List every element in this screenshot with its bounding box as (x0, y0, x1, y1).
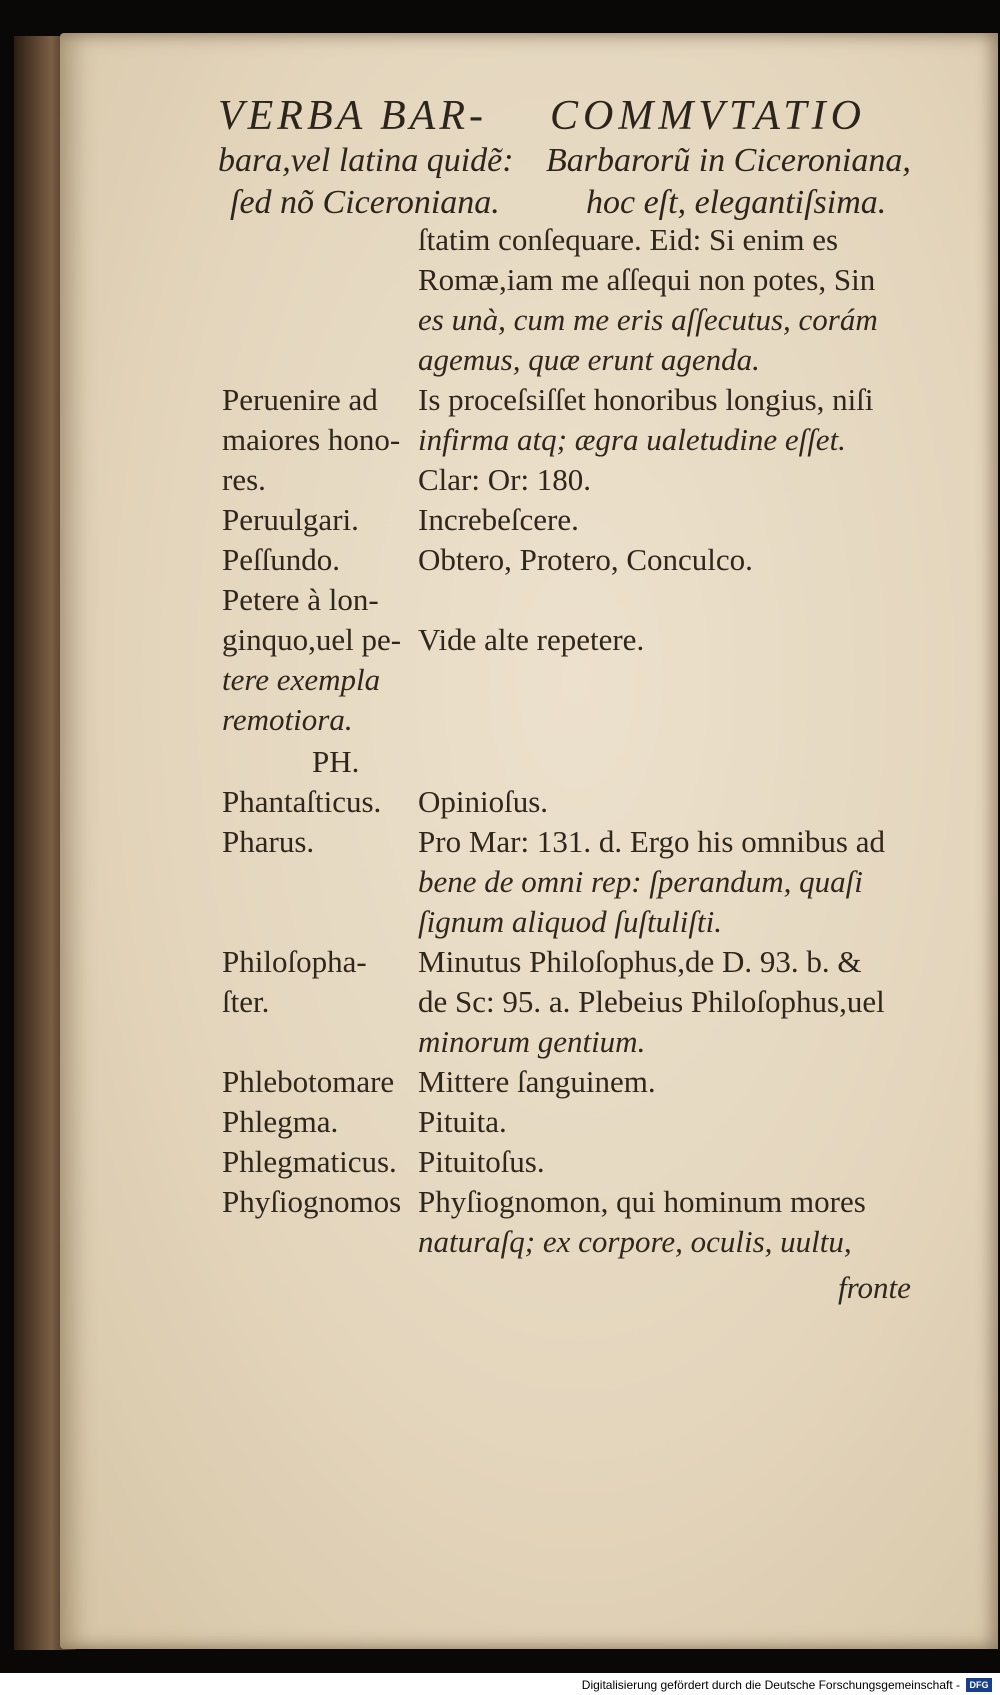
barbarous-term: Petere à lon- (222, 582, 379, 617)
barbarous-term: Peruenire ad (222, 382, 378, 417)
ciceronian-equivalent: Mittere ſanguinem. (418, 1064, 656, 1099)
footer-bar (0, 1673, 1000, 1695)
page-header (0, 92, 1000, 222)
section-heading: PH. (312, 744, 360, 779)
ciceronian-equivalent: Clar: Or: 180. (418, 462, 592, 497)
ciceronian-equivalent: Increbeſcere. (418, 502, 579, 537)
ciceronian-equivalent: naturaſq; ex corpore, oculis, uultu, (418, 1224, 852, 1259)
barbarous-term: res. (222, 462, 266, 497)
barbarous-term: Peruulgari. (222, 502, 359, 537)
barbarous-term: Pharus. (222, 824, 315, 859)
continuation-line: ſtatim conſequare. Eid: Si enim es (418, 222, 839, 257)
continuation-line: Romæ,iam me aſſequi non potes, Sin (418, 262, 876, 297)
continuation-line: agemus, quæ erunt agenda. (418, 342, 760, 377)
left-column-title: VERBA BAR- (218, 93, 487, 139)
ciceronian-equivalent: de Sc: 95. a. Plebeius Philoſophus,uel (418, 984, 885, 1019)
barbarous-term: ſter. (222, 984, 270, 1019)
barbarous-term: Phantaſticus. (222, 784, 382, 819)
ciceronian-equivalent: ſignum aliquod ſuſtuliſti. (418, 904, 722, 939)
barbarous-term: Phlebotomare (222, 1064, 395, 1099)
right-column-subtitle: hoc eſt, elegantiſsima. (586, 184, 887, 221)
barbarous-term: Phyſiognomos (222, 1184, 402, 1219)
barbarous-term: Peſſundo. (222, 542, 340, 577)
ciceronian-equivalent: Pituitoſus. (418, 1144, 545, 1179)
ciceronian-equivalent: Is proceſsiſſet honoribus longius, niſi (418, 382, 874, 417)
barbarous-term: ginquo,uel pe- (222, 622, 402, 657)
ciceronian-equivalent: Pro Mar: 131. d. Ergo his omnibus ad (418, 824, 885, 859)
ciceronian-equivalent: infirma atq; ægra ualetudine eſſet. (418, 422, 846, 457)
ciceronian-equivalent: Pituita. (418, 1104, 507, 1139)
barbarous-term: remotiora. (222, 702, 353, 737)
left-column-subtitle: ſed nõ Ciceroniana. (230, 184, 500, 221)
ciceronian-equivalent: Vide alte repetere. (418, 622, 645, 657)
ciceronian-equivalent: Obtero, Protero, Conculco. (418, 542, 753, 577)
barbarous-term: maiores hono- (222, 422, 401, 457)
continuation-line: es unà, cum me eris aſſecutus, corám (418, 302, 878, 337)
right-column-subtitle: Barbarorũ in Ciceroniana, (546, 142, 911, 179)
dfg-logo: DFG (966, 1678, 992, 1692)
barbarous-term: Phlegma. (222, 1104, 339, 1139)
ciceronian-equivalent: bene de omni rep: ſperandum, quaſi (418, 864, 863, 899)
left-column-subtitle: bara,vel latina quidẽ: (218, 142, 514, 179)
barbarous-term: Philoſopha- (222, 944, 367, 979)
ciceronian-equivalent: Opinioſus. (418, 784, 549, 819)
barbarous-term: Phlegmaticus. (222, 1144, 397, 1179)
funding-notice: Digitalisierung gefördert durch die Deutsche Forschungsgemeinschaft - (581, 1678, 960, 1692)
ciceronian-equivalent: Phyſiognomon, qui hominum mores (418, 1184, 866, 1219)
catchword: fronte (838, 1270, 911, 1305)
ciceronian-equivalent: Minutus Philoſophus,de D. 93. b. & (418, 944, 862, 979)
ciceronian-equivalent: minorum gentium. (418, 1024, 646, 1059)
right-column-title: COMMVTATIO (550, 93, 866, 139)
barbarous-term: tere exempla (222, 662, 381, 697)
